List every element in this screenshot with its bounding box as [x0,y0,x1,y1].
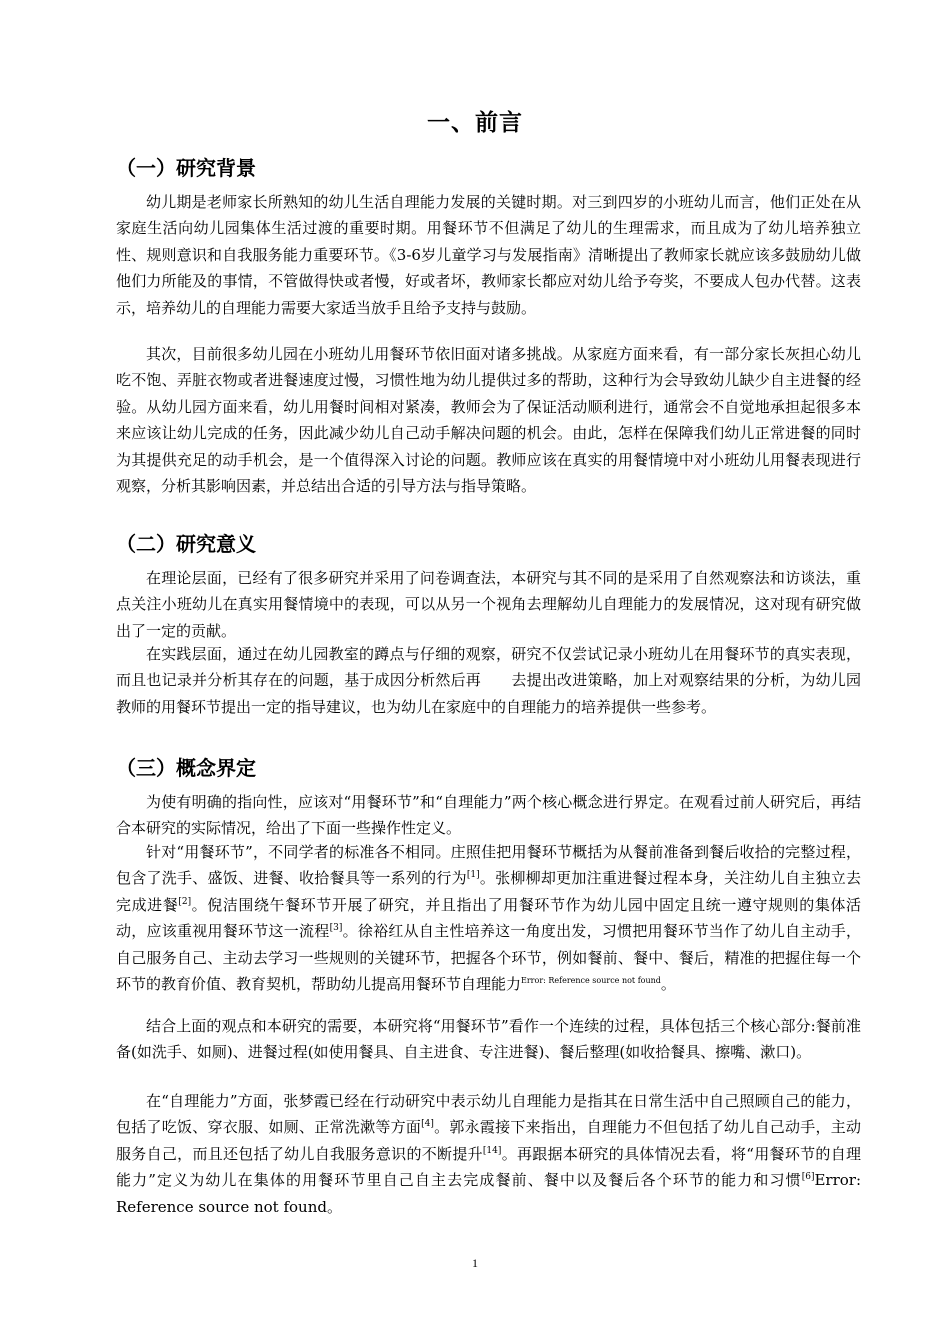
paragraph-definitions-2 [116,839,861,997]
citation-ref: [14] [482,1145,502,1156]
paragraph-definitions-3: 结合上面的观点和本研究的需要，本研究将“用餐环节”看作一个连续的过程，具体包括三个核心部分:餐前准备(如洗手、如厕)、进餐过程(如使用餐具、自主进食、专注进餐)、餐后整理(如收拾餐具、擦嘴、漱口)。 [116,1017,861,1062]
citation-ref: [2] [178,896,192,907]
citation-ref: [4] [421,1119,434,1130]
paragraph-background-1: 幼儿期是老师家长所熟知的幼儿生活自理能力发展的关键时期。对三到四岁的小班幼儿而言，他们正处在从家庭生活向幼儿园集体生活过渡的重要时期。用餐环节不但满足了幼儿的生理需求，而且成为了幼儿培养独立性、规则意识和自我服务能力重要环节。《3-6岁儿童学习与发展指南》清晰提出了教师家长就应该多鼓励幼儿做他们力所能及的事情，不管做得快或者慢，好或者坏，教师家长都应对幼儿给予夸奖，不要成人包办代替。这表示，培养幼儿的自理能力需要大家适当放手且给予支持与鼓励。 [116,193,861,317]
reference-error-note: Error: Reference source not found [116,1171,861,1216]
text-segment: 。张柳柳却更加注重进餐过程本身，关注幼儿自主独立去完成进餐 [116,869,861,914]
text-segment: 。倪洁围绕午餐环节开展了研究，并且指出了用餐环节作为幼儿园中固定且统一遵守规则的集体活动，应该重视用餐环节这一流程 [116,895,861,941]
text-segment: 针对“用餐环节”，不同学者的标准各不相同。庄照佳把用餐环节概括为从餐前准备到餐后收拾的完整过程，包含了洗手、盛饭、进餐、收拾餐具等一系列的行为 [116,843,861,888]
citation-ref: [6] [801,1172,815,1183]
section-heading-significance: （二）研究意义 [116,532,256,556]
section-heading-definitions: （三）概念界定 [116,756,256,780]
page-number: 1 [472,1256,478,1270]
citation-ref: [3] [329,923,343,934]
citation-ref: [1] [466,870,480,881]
text-segment: 。 [326,1197,342,1216]
section-heading-background: （一）研究背景 [116,156,256,180]
text-segment: 在“自理能力”方面，张梦霞已经在行动研究中表示幼儿自理能力是指其在日常生活中自己照顾自己的能力，包括了吃饭、穿衣服、如厕、正常洗漱等方面 [116,1092,861,1137]
paragraph-definitions-4 [116,1088,861,1220]
paragraph-significance-1: 在理论层面，已经有了很多研究并采用了问卷调查法，本研究与其不同的是采用了自然观察法和访谈法，重点关注小班幼儿在真实用餐情境中的表现，可以从另一个视角去理解幼儿自理能力的发展情况，这对现有研究做出了一定的贡献。 [116,569,861,640]
text-segment: 。再跟据本研究的具体情况去看，将“用餐环节的自理能力”定义为幼儿在集体的用餐环节里自己自主去完成餐前、餐中以及餐后各个环节的能力和习惯 [116,1144,861,1190]
text-segment: 。郭永霞接下来指出，自理能力不但包括了幼儿自己动手，主动服务自己，而且还包括了幼儿自我服务意识的不断提升 [116,1118,861,1163]
paragraph-definitions-1: 为使有明确的指向性，应该对“用餐环节”和“自理能力”两个核心概念进行界定。在观看过前人研究后，再结合本研究的实际情况，给出了下面一些操作性定义。 [116,793,861,838]
reference-error-note: Error: Reference source not found [521,976,661,986]
chapter-title: 一、前言 [427,110,523,136]
paragraph-significance-2: 在实践层面，通过在幼儿园教室的蹲点与仔细的观察，研究不仅尝试记录小班幼儿在用餐环节的真实表现，而且也记录并分析其存在的问题，基于成因分析然后再 去提出改进策略，加上对观察结果的分析，为幼儿园教师的用餐环节提出一定的指导建议，也为幼儿在家庭中的自理能力的培养提供一些参考。 [116,645,861,716]
text-segment: 。 [660,975,676,994]
paragraph-background-2: 其次，目前很多幼儿园在小班幼儿用餐环节依旧面对诸多挑战。从家庭方面来看，有一部分家长灰担心幼儿吃不饱、弄脏衣物或者进餐速度过慢，习惯性地为幼儿提供过多的帮助，这种行为会导致幼儿缺少自主进餐的经验。从幼儿园方面来看，幼儿用餐时间相对紧凑，教师会为了保证活动顺利进行，通常会不自觉地承担起很多本来应该让幼儿完成的任务，因此减少幼儿自己动手解决问题的机会。由此，怎样在保障我们幼儿正常进餐的同时为其提供充足的动手机会，是一个值得深入讨论的问题。教师应该在真实的用餐情境中对小班幼儿用餐表现进行观察，分析其影响因素，并总结出合适的引导方法与指导策略。 [116,345,861,496]
text-segment: 。徐裕红从自主性培养这一角度出发，习惯把用餐环节当作了幼儿自主动手，自己服务自己、主动去学习一些规则的关键环节，把握各个环节，例如餐前、餐中、餐后，精准的把握住每一个环节的教育价值、教育契机，帮助幼儿提高用餐环节自理能力 [116,922,861,994]
